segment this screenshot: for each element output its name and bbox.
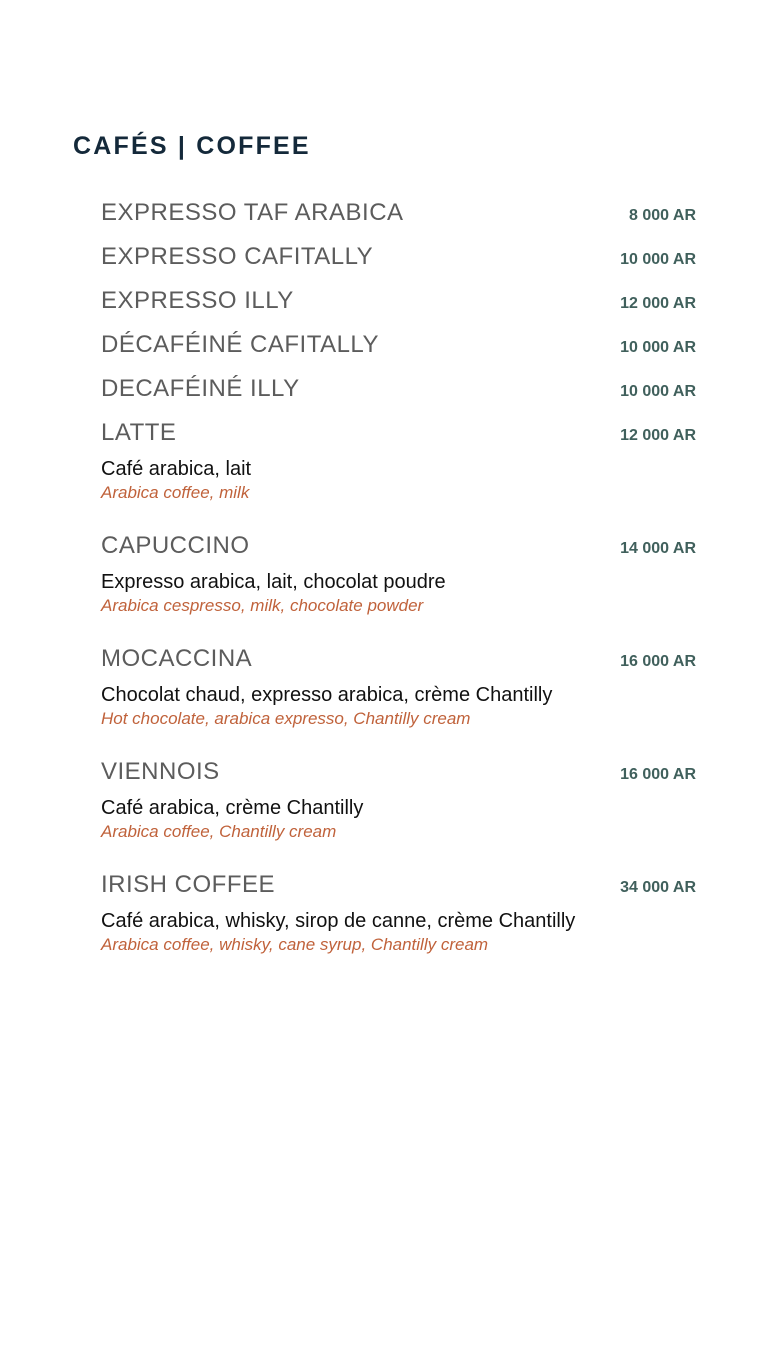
menu-item-description-fr: Expresso arabica, lait, chocolat poudre <box>101 571 446 593</box>
coffee-menu-list <box>101 188 696 973</box>
menu-item-price: 12 000 AR <box>620 427 696 444</box>
menu-item-name: EXPRESSO ILLY <box>101 287 294 314</box>
menu-item-description-fr: Café arabica, lait <box>101 458 252 480</box>
menu-item-capuccino <box>101 521 696 634</box>
menu-item-name: EXPRESSO CAFITALLY <box>101 243 374 270</box>
menu-item-irish-coffee <box>101 860 696 973</box>
menu-item-description-en: Hot chocolate, arabica expresso, Chantilly cream <box>101 709 471 728</box>
menu-item-row <box>101 634 696 678</box>
menu-item-expresso-taf-arabica <box>101 188 696 232</box>
menu-item-row <box>101 188 696 232</box>
menu-item-name: DECAFÉINÉ ILLY <box>101 375 300 402</box>
menu-item-price: 12 000 AR <box>620 295 696 312</box>
menu-item-name: EXPRESSO TAF ARABICA <box>101 199 404 226</box>
menu-item-description-fr: Café arabica, whisky, sirop de canne, crème Chantilly <box>101 910 576 932</box>
menu-item-description-en: Arabica cespresso, milk, chocolate powder <box>101 596 424 615</box>
menu-item-description-en: Arabica coffee, whisky, cane syrup, Chantilly cream <box>101 935 489 954</box>
menu-item-name: IRISH COFFEE <box>101 871 276 898</box>
menu-item-price: 8 000 AR <box>629 207 696 224</box>
menu-item-name: MOCACCINA <box>101 645 253 672</box>
menu-item-price: 34 000 AR <box>620 879 696 896</box>
menu-item-row <box>101 521 696 565</box>
menu-item-name: VIENNOIS <box>101 758 220 785</box>
menu-item-description-fr: Chocolat chaud, expresso arabica, crème Chantilly <box>101 684 553 706</box>
menu-item-row <box>101 408 696 452</box>
menu-item-mocaccina <box>101 634 696 747</box>
menu-item-expresso-illy <box>101 276 696 320</box>
menu-item-description-en: Arabica coffee, milk <box>101 483 250 502</box>
menu-item-row <box>101 276 696 320</box>
menu-item-price: 10 000 AR <box>620 251 696 268</box>
menu-item-row <box>101 860 696 904</box>
menu-item-price: 16 000 AR <box>620 766 696 783</box>
menu-item-price: 10 000 AR <box>620 339 696 356</box>
menu-item-latte <box>101 408 696 521</box>
menu-item-row <box>101 320 696 364</box>
menu-item-expresso-cafitally <box>101 232 696 276</box>
menu-item-price: 10 000 AR <box>620 383 696 400</box>
menu-item-description-fr: Café arabica, crème Chantilly <box>101 797 364 819</box>
menu-item-row <box>101 232 696 276</box>
menu-section-title: CAFÉS | COFFEE <box>73 132 311 160</box>
menu-item-description-en: Arabica coffee, Chantilly cream <box>101 822 337 841</box>
menu-item-decafeine-illy <box>101 364 696 408</box>
menu-item-decafeine-cafitally <box>101 320 696 364</box>
menu-item-name: LATTE <box>101 419 177 446</box>
menu-item-name: CAPUCCINO <box>101 532 250 559</box>
menu-item-row <box>101 747 696 791</box>
menu-item-price: 14 000 AR <box>620 540 696 557</box>
menu-item-viennois <box>101 747 696 860</box>
menu-item-row <box>101 364 696 408</box>
menu-item-name: DÉCAFÉINÉ CAFITALLY <box>101 331 379 358</box>
menu-item-price: 16 000 AR <box>620 653 696 670</box>
